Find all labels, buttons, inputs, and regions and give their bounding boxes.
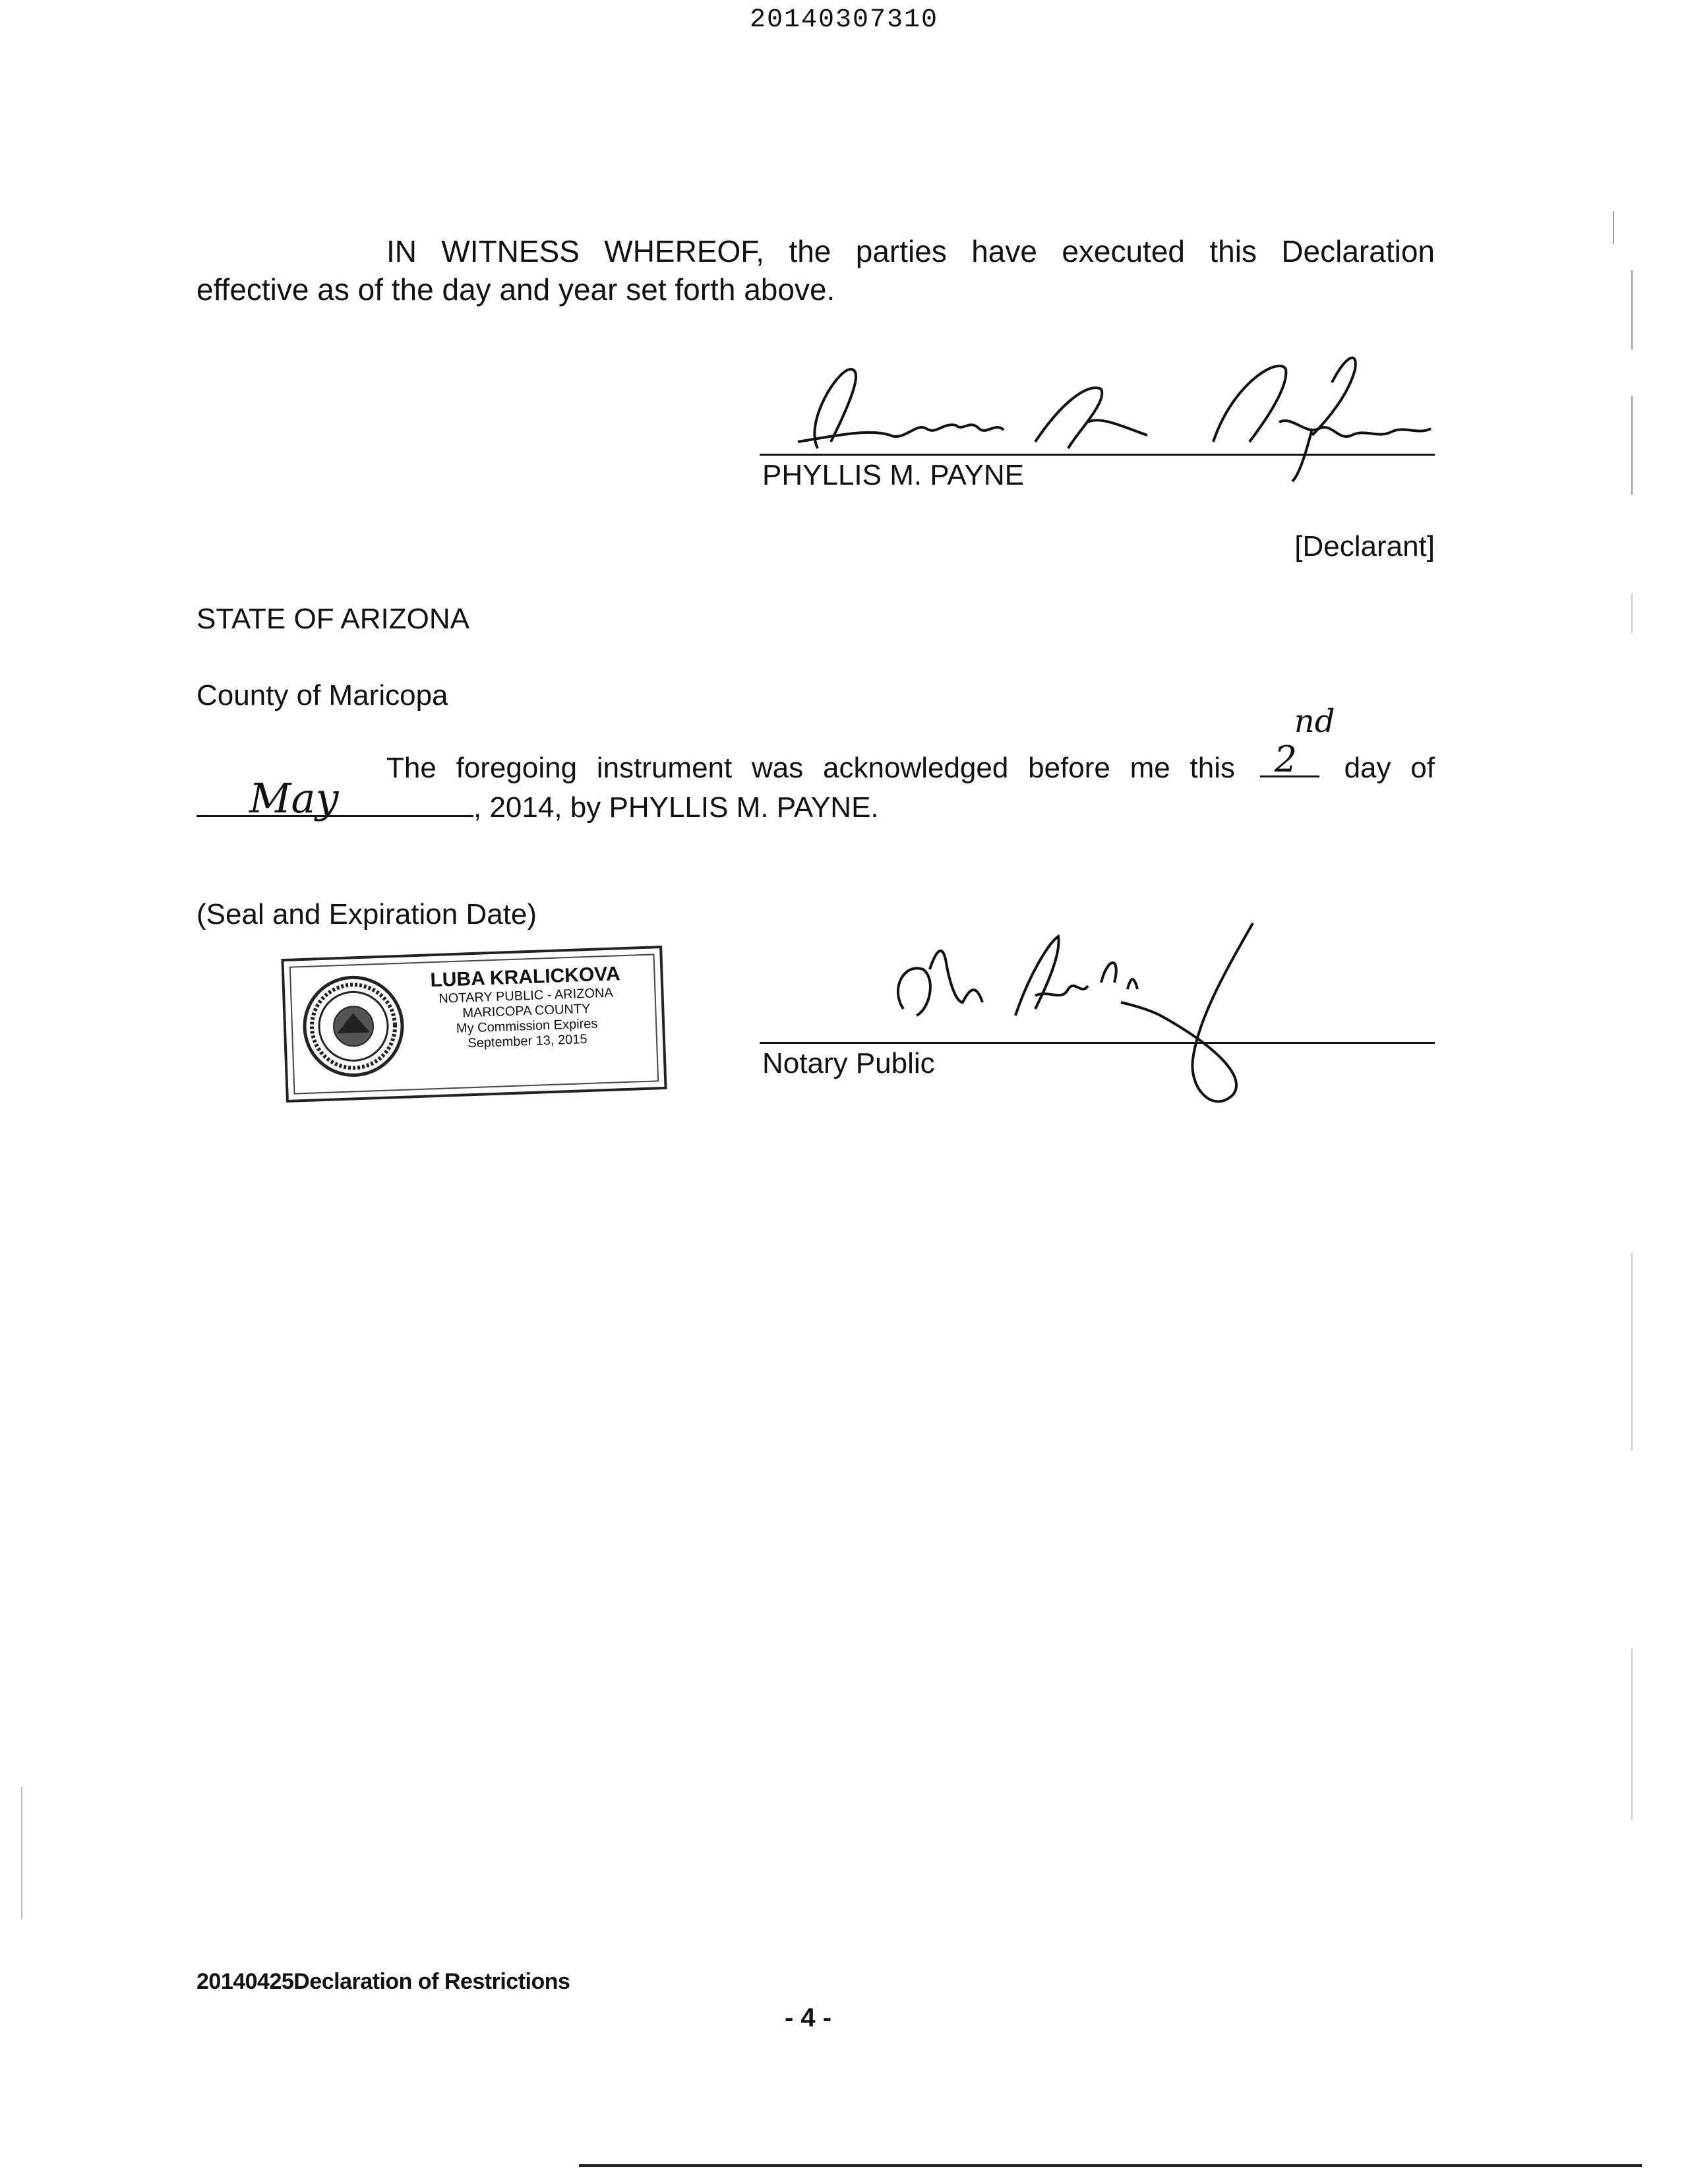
acknowledgment-text: The foregoing instrument was acknowledged before me this xyxy=(386,752,1236,784)
seal-caption: (Seal and Expiration Date) xyxy=(196,898,537,930)
stamp-commission: My Commission Expires xyxy=(456,1016,598,1036)
declarant-signature-line xyxy=(760,454,1435,456)
stamp-title: NOTARY PUBLIC - ARIZONA xyxy=(438,985,614,1006)
month-handwritten: May xyxy=(249,774,339,822)
witness-paragraph xyxy=(196,232,1435,309)
county-label: County of Maricopa xyxy=(196,679,448,712)
notary-signature xyxy=(884,917,1292,1114)
stamp-expiration: September 13, 2015 xyxy=(467,1032,588,1051)
declarant-role: [Declarant] xyxy=(1294,530,1435,562)
stamp-county: MARICOPA COUNTY xyxy=(462,1001,591,1021)
state-seal-icon xyxy=(299,972,407,1081)
scan-margin-mark xyxy=(1631,1649,1633,1820)
scan-margin-mark xyxy=(1613,211,1614,244)
notary-signature-line xyxy=(760,1042,1435,1044)
document-reference: 20140425Declaration of Restrictions xyxy=(196,1969,570,1994)
acknowledgment-line-1 xyxy=(386,703,1435,785)
acknowledgment-line-2 xyxy=(196,774,879,824)
page-number: - 4 - xyxy=(785,2003,832,2032)
day-of-text: day of xyxy=(1344,752,1435,784)
stamp-name: LUBA KRALICKOVA xyxy=(429,963,621,992)
notary-caption: Notary Public xyxy=(762,1047,935,1079)
month-blank xyxy=(196,774,473,822)
declarant-name: PHYLLIS M. PAYNE xyxy=(762,459,1024,491)
witness-line-2: effective as of the day and year set forth above. xyxy=(196,272,835,307)
scan-margin-mark xyxy=(21,1787,22,1919)
day-blank xyxy=(1260,703,1335,780)
scan-margin-mark xyxy=(1631,270,1633,349)
scan-margin-mark xyxy=(1631,593,1633,633)
recording-number: 20140307310 xyxy=(749,5,939,35)
scan-margin-mark xyxy=(1631,396,1633,495)
day-suffix-handwritten: nd xyxy=(1294,703,1335,740)
day-handwritten: 2 xyxy=(1274,739,1298,780)
witness-line-1: IN WITNESS WHEREOF, the parties have executed this Declaration xyxy=(386,234,1435,268)
notary-stamp xyxy=(281,946,667,1103)
acknowledgment-date-text: , 2014, by PHYLLIS M. PAYNE. xyxy=(473,791,879,824)
notary-stamp-text xyxy=(403,962,649,1054)
scan-margin-mark xyxy=(1631,1253,1633,1451)
bottom-rule xyxy=(579,2164,1642,2167)
state-label: STATE OF ARIZONA xyxy=(196,603,469,635)
